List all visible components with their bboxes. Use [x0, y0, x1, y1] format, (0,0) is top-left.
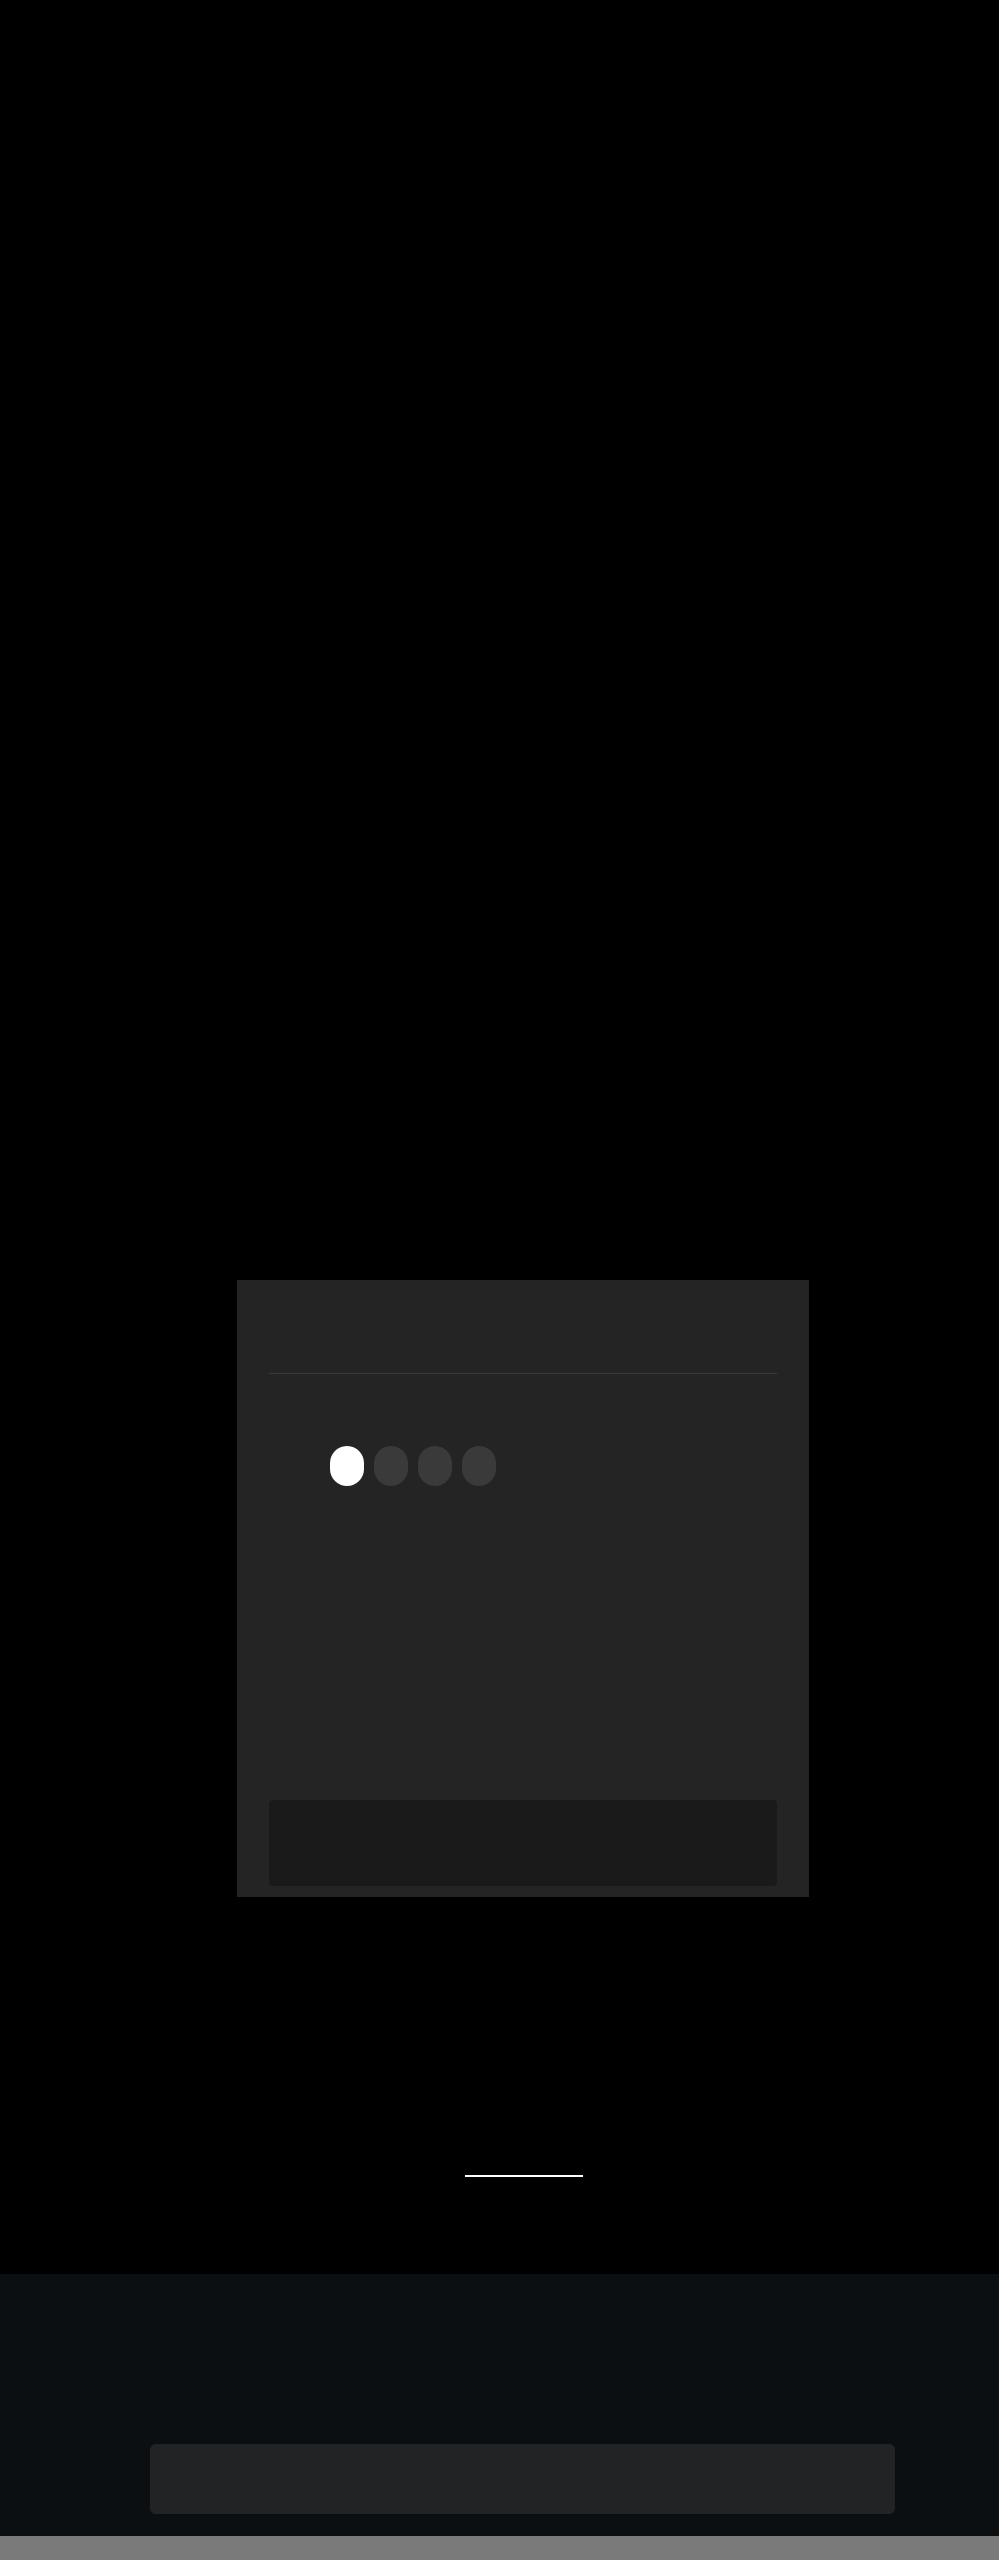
divider: [269, 1373, 777, 1374]
why-body: [195, 670, 855, 682]
hero-heading: [195, 54, 855, 108]
tab-top-moment[interactable]: [374, 1446, 408, 1486]
insight-box: [269, 1800, 777, 1886]
tab-dip: [462, 1446, 496, 1486]
status-bar-url: [0, 2536, 999, 2560]
as-seen-on-section: [0, 2274, 999, 2536]
retention-chart: [237, 1520, 809, 1790]
why-section: [195, 462, 855, 574]
retention-card: [237, 1280, 809, 1897]
why-heading: [195, 462, 855, 574]
key-moment-tabs: [330, 1446, 496, 1486]
tab-intro[interactable]: [330, 1446, 364, 1486]
hero-section: [195, 54, 855, 120]
intro-divider: [465, 2175, 583, 2177]
tab-spike[interactable]: [418, 1446, 452, 1486]
press-logos: [150, 2444, 895, 2514]
